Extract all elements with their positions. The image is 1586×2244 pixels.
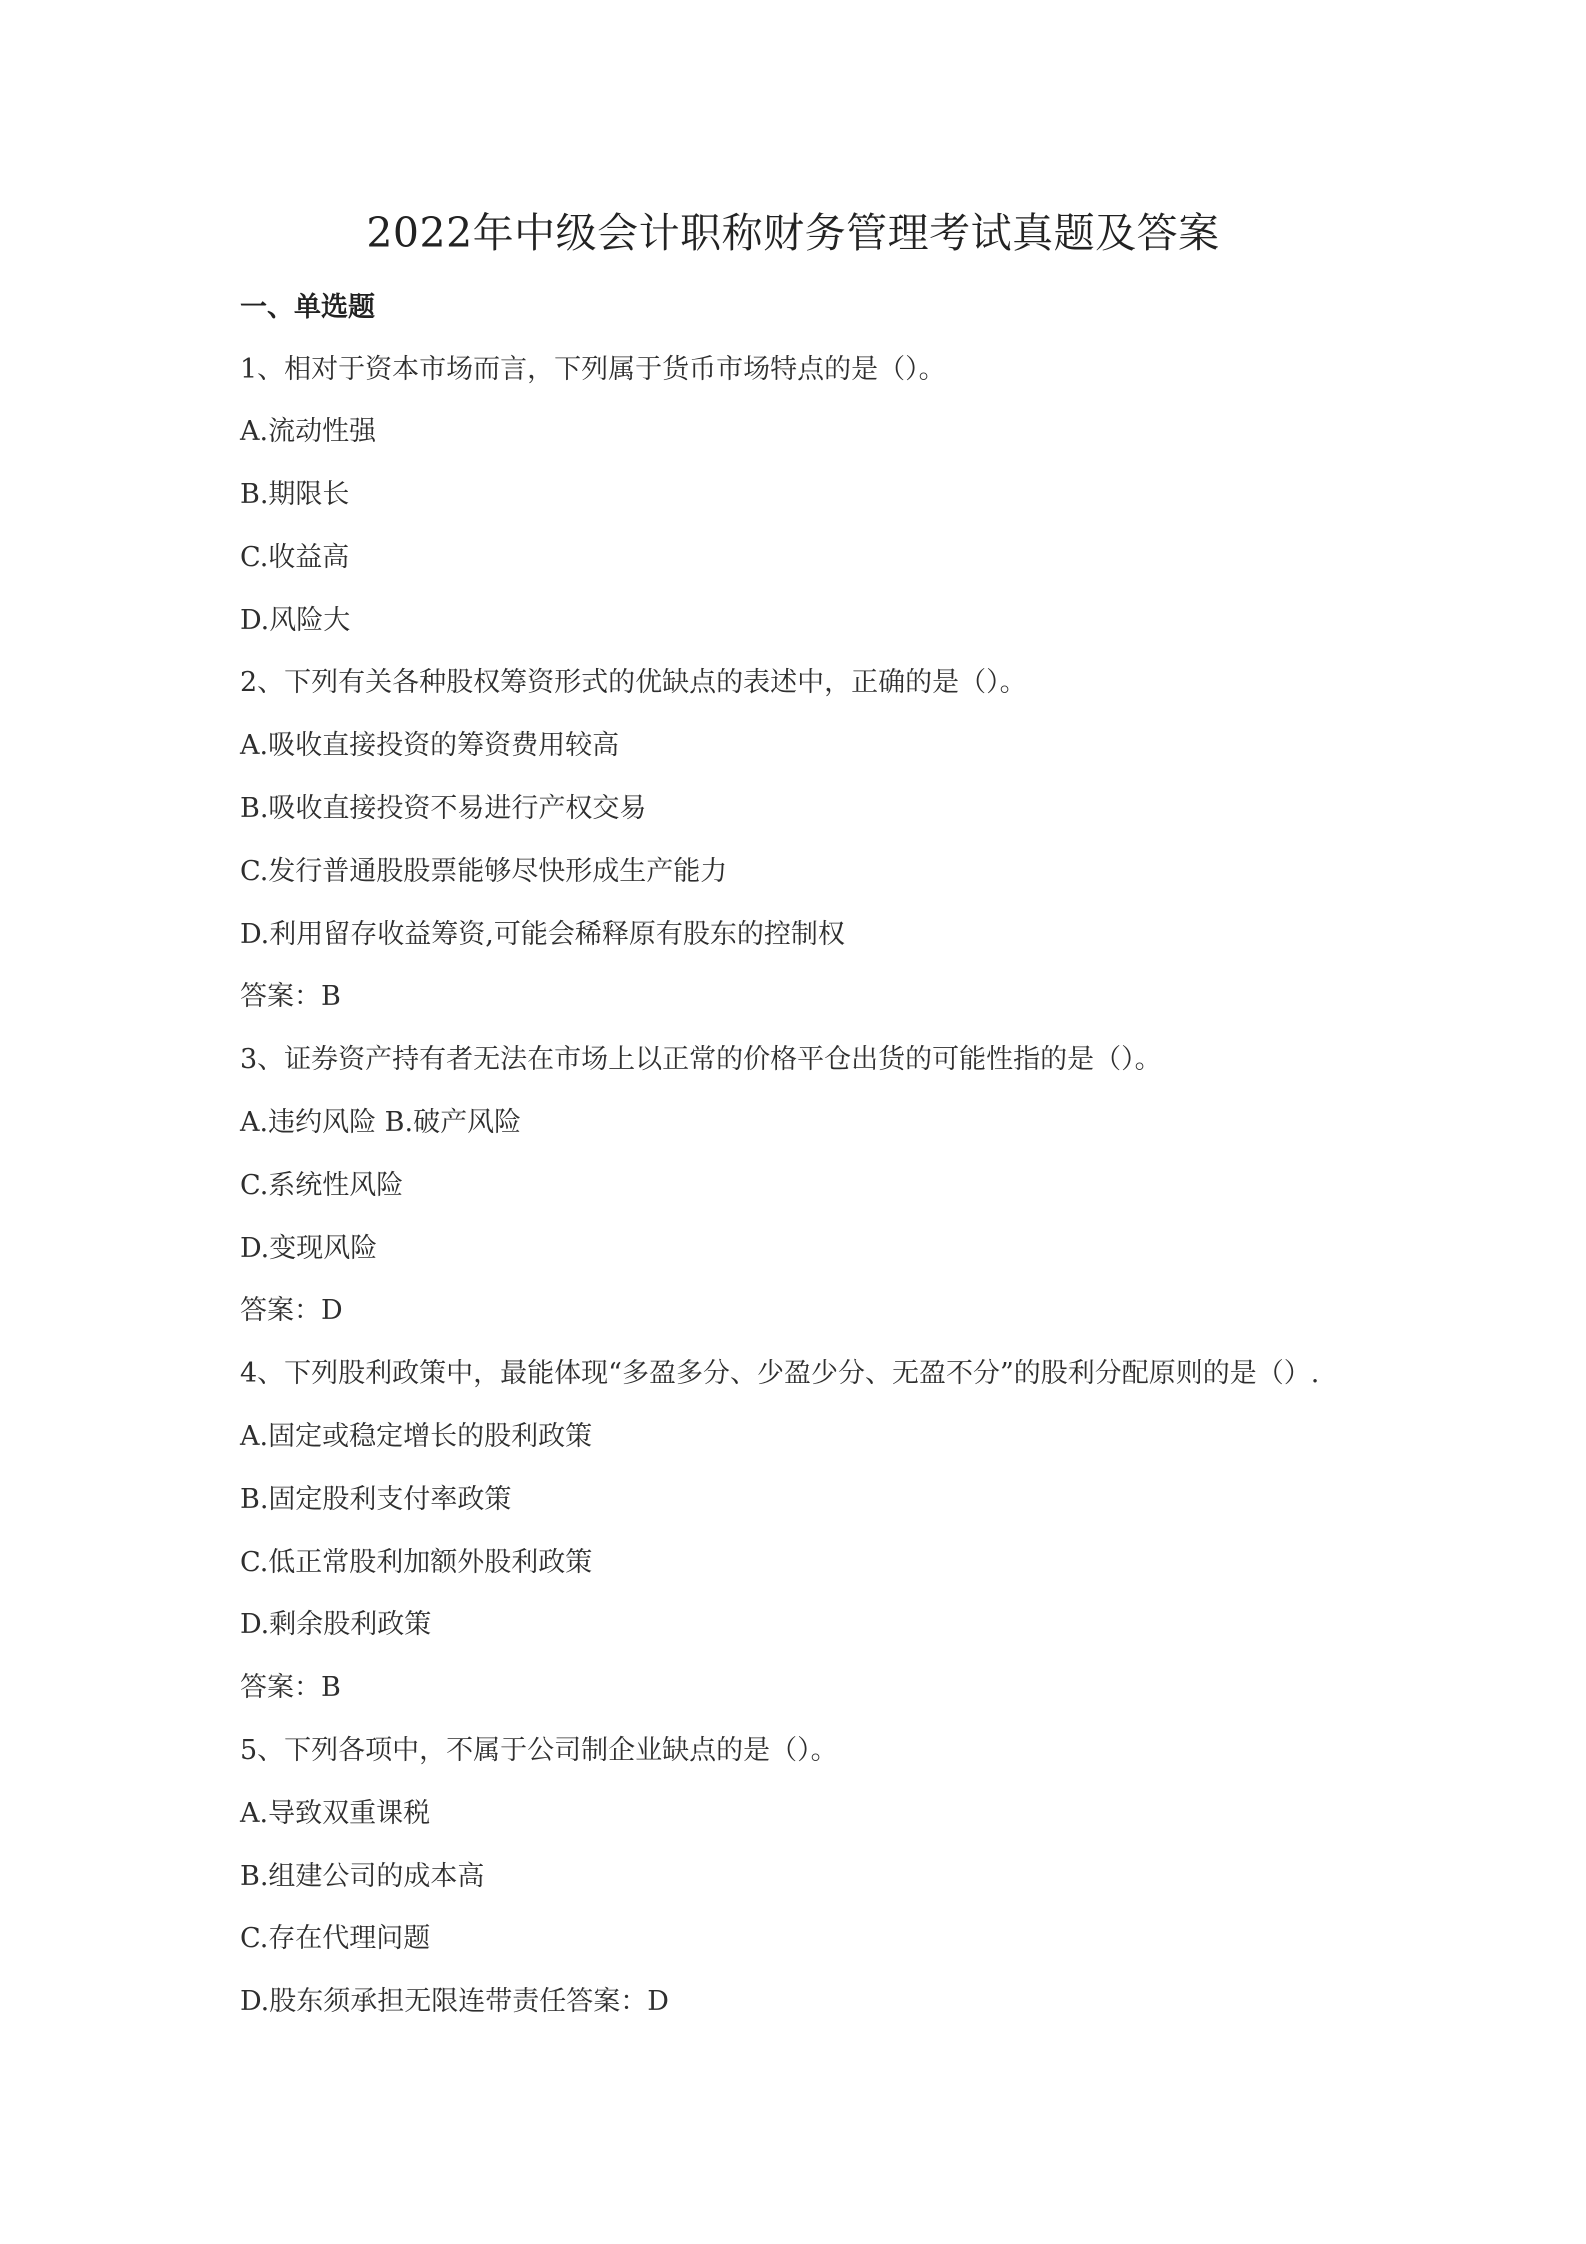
question-4-answer: 答案：B (240, 1672, 341, 1703)
question-2-option-c: C.发行普通股股票能够尽快形成生产能力 (240, 856, 728, 887)
question-1-option-d: D.风险大 (240, 605, 351, 636)
question-3-answer: 答案：D (240, 1295, 343, 1326)
question-3-option-ab: A.违约风险 B.破产风险 (240, 1107, 522, 1138)
question-2-option-a: A.吸收直接投资的筹资费用较高 (240, 730, 620, 761)
question-2-option-b: B.吸收直接投资不易进行产权交易 (240, 793, 647, 824)
section-heading: 一、单选题 (240, 292, 375, 323)
question-4-option-d: D.剩余股利政策 (240, 1609, 432, 1640)
document-title: 2022年中级会计职称财务管理考试真题及答案 (366, 209, 1220, 257)
question-4-option-b: B.固定股利支付率政策 (240, 1484, 512, 1515)
question-5-option-b: B.组建公司的成本高 (240, 1861, 485, 1892)
question-4-option-a: A.固定或稳定增长的股利政策 (240, 1421, 593, 1452)
question-4-stem: 4、下列股利政策中，最能体现“多盈多分、少盈少分、无盈不分”的股利分配原则的是（）. (240, 1358, 1320, 1389)
question-4-option-c: C.低正常股利加额外股利政策 (240, 1547, 593, 1578)
question-3-option-c: C.系统性风险 (240, 1170, 404, 1201)
question-1-stem: 1、相对于资本市场而言，下列属于货币市场特点的是（）。 (240, 354, 946, 385)
question-3-option-d: D.变现风险 (240, 1233, 378, 1264)
question-1-option-a: A.流动性强 (240, 416, 377, 447)
question-1-option-c: C.收益高 (240, 542, 350, 573)
question-5-option-c: C.存在代理问题 (240, 1923, 431, 1954)
question-2-option-d: D.利用留存收益筹资,可能会稀释原有股东的控制权 (240, 919, 845, 950)
question-2-stem: 2、下列有关各种股权筹资形式的优缺点的表述中，正确的是（）。 (240, 667, 1027, 698)
question-5-option-a: A.导致双重课税 (240, 1798, 431, 1829)
question-3-stem: 3、证券资产持有者无法在市场上以正常的价格平仓出货的可能性指的是（）。 (240, 1044, 1162, 1075)
question-5-stem: 5、下列各项中，不属于公司制企业缺点的是（）。 (240, 1735, 838, 1766)
question-1-option-b: B.期限长 (240, 479, 350, 510)
question-5-option-d-answer: D.股东须承担无限连带责任答案：D (240, 1986, 669, 2017)
question-2-answer: 答案：B (240, 981, 341, 1012)
